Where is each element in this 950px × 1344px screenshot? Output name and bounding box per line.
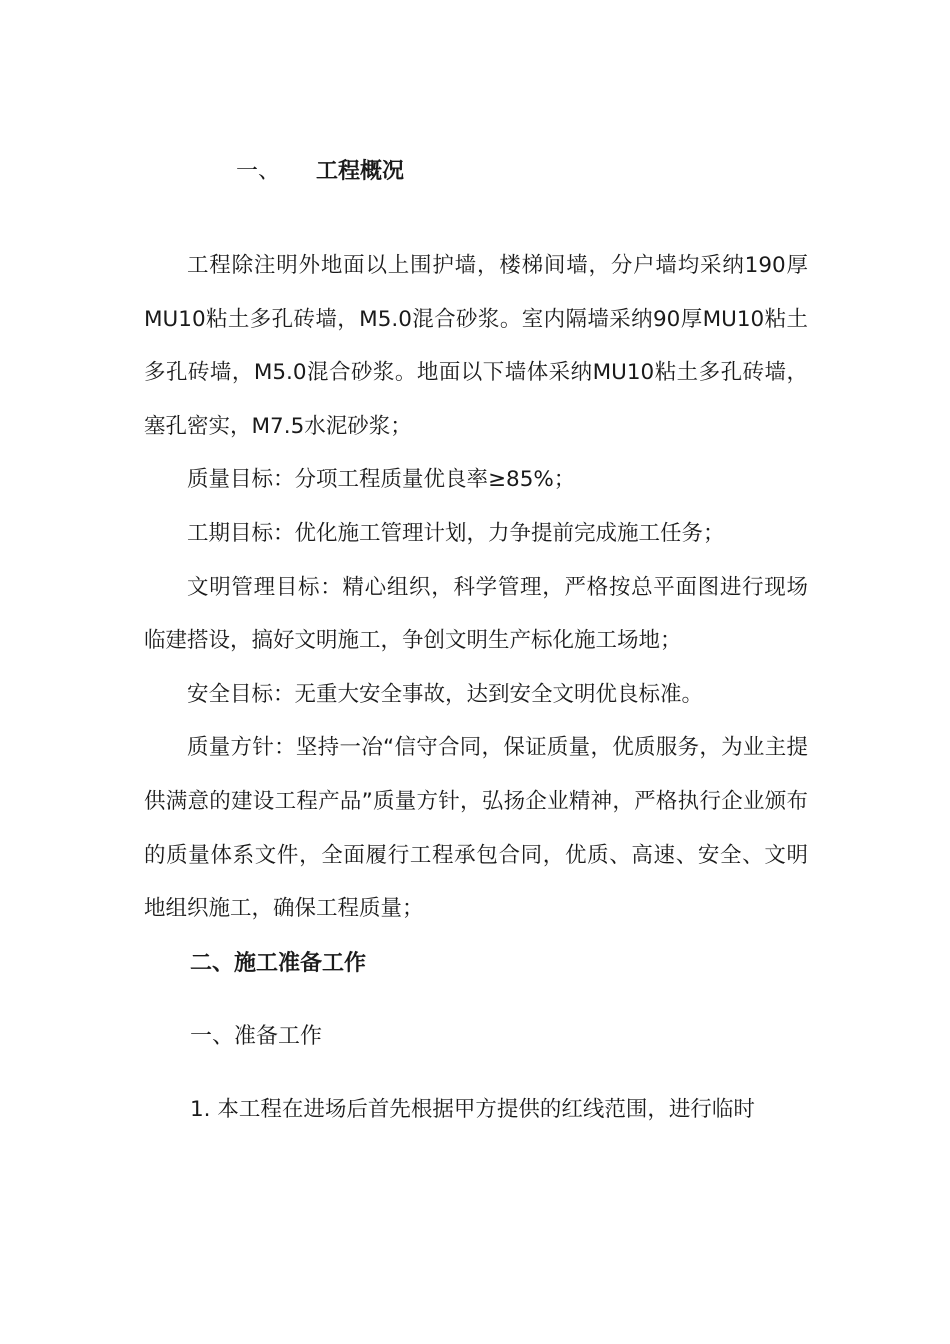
paragraph-civilization-goal: 文明管理目标：精心组织，科学管理，严格按总平面图进行现场临建搭设，搞好文明施工，争创文明生产标化施工场地； (144, 574, 808, 654)
paragraph-wall-spec: 工程除注明外地面以上围护墙，楼梯间墙，分户墙均采纳190厚MU10粘土多孔砖墙，M5.0混合砂浆。室内隔墙采纳90厚MU10粘土多孔砖墙，M5.0混合砂浆。地面以下墙体采纳MU10粘土多孔砖墙，塞孔密实，M7.5水泥砂浆； (144, 253, 808, 439)
section-title: 工程概况 (316, 159, 405, 184)
subsection-heading-preparation-work: 一、准备工作 (190, 1024, 323, 1049)
section-number: 一、 (236, 159, 281, 184)
body-text (144, 239, 808, 936)
paragraph-schedule-goal: 工期目标：优化施工管理计划，力争提前完成施工任务； (187, 520, 725, 546)
paragraph-quality-policy: 质量方针：坚持一冶“信守合同，保证质量，优质服务，为业主提供满意的建设工程产品”质量方针，弘扬企业精神，严格执行企业颁布的质量体系文件，全面履行工程承包合同，优质、高速、安全、文明地组织施工，确保工程质量； (144, 735, 808, 922)
list-item: 1. 本工程在进场后首先根据甲方提供的红线范围，进行临时 (190, 1097, 755, 1122)
paragraph-quality-goal: 质量目标：分项工程质量优良率≥85%； (187, 467, 576, 493)
section-heading-overview (236, 156, 404, 188)
section-heading-preparation: 二、施工准备工作 (190, 951, 367, 976)
paragraph-safety-goal: 安全目标：无重大安全事故，达到安全文明优良标准。 (187, 681, 704, 707)
